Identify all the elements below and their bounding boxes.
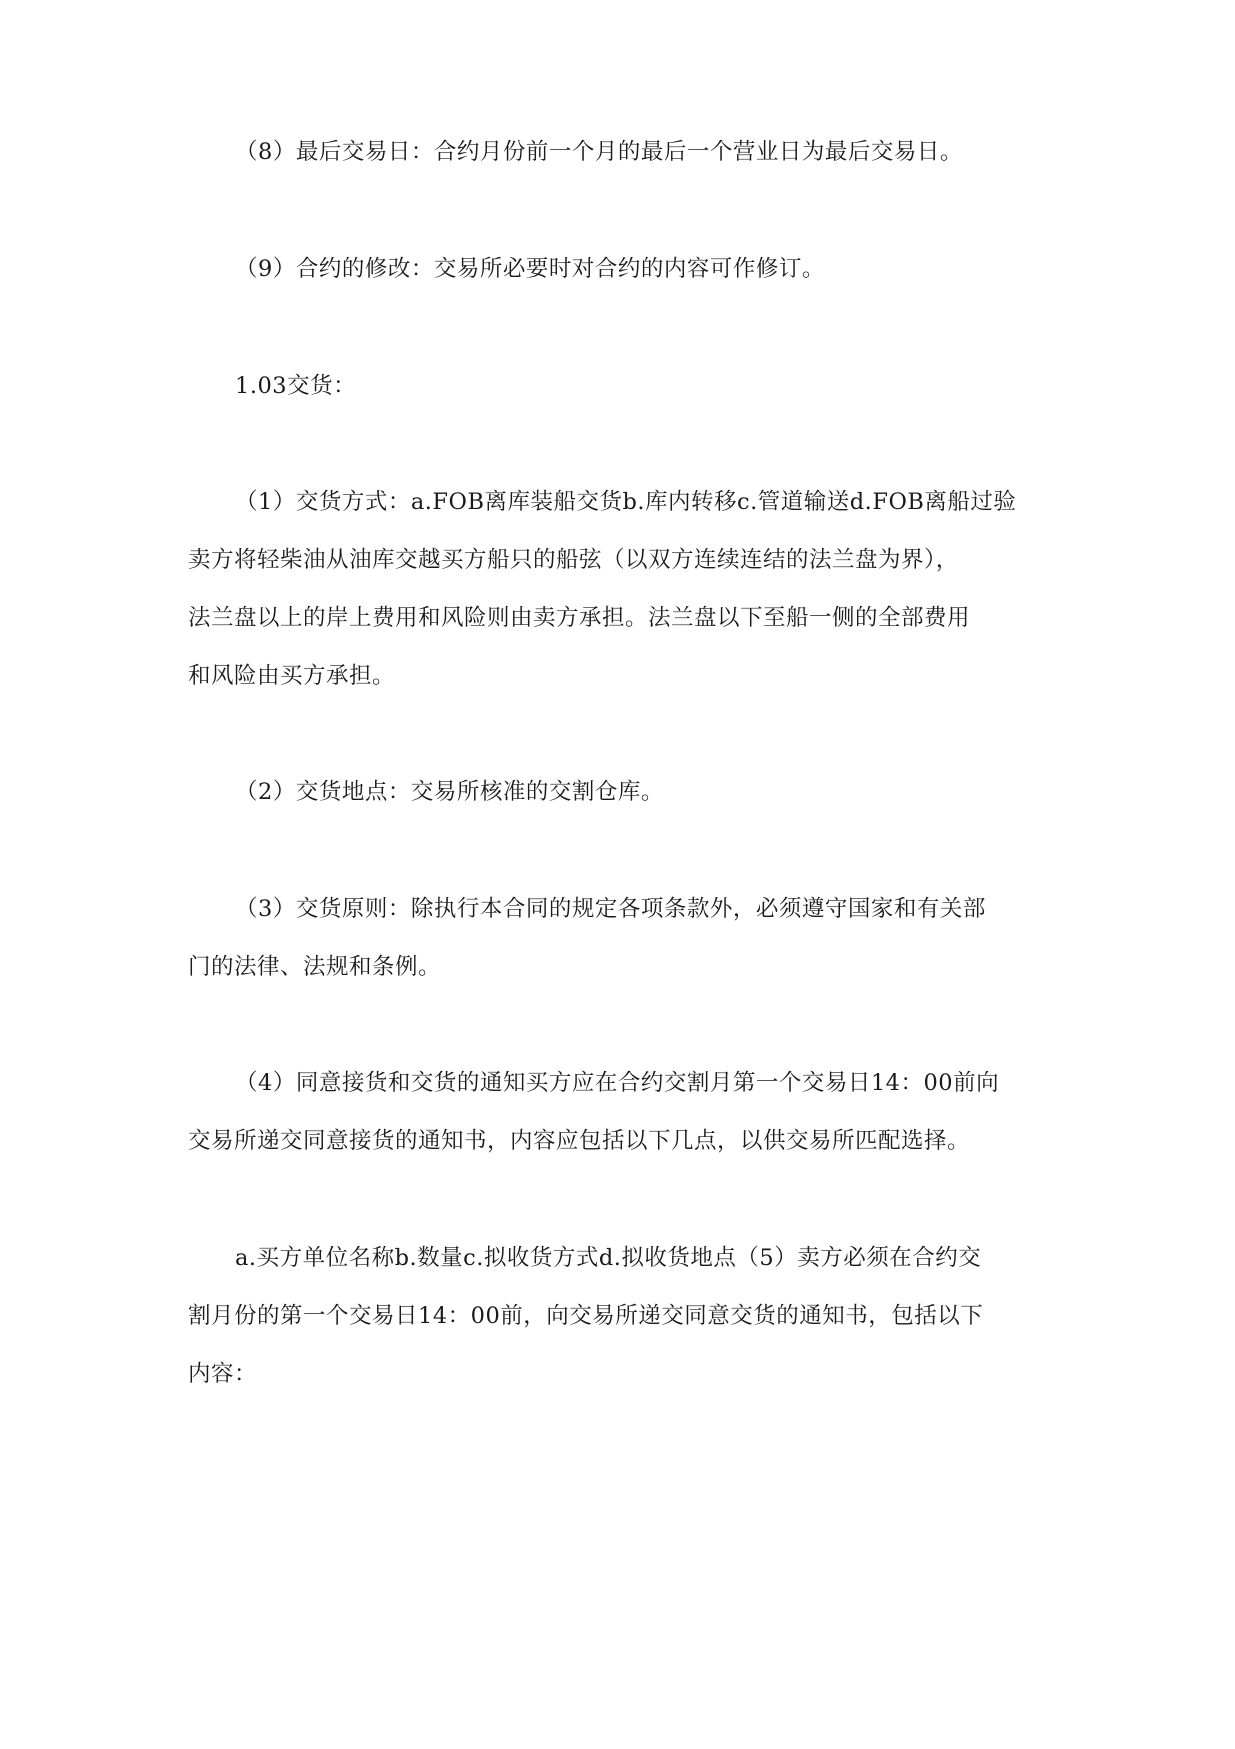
paragraph-delivery-method-line2: 卖方将轻柴油从油库交越买方船只的船弦（以双方连续连结的法兰盘为界）， (188, 547, 959, 573)
section-heading-delivery: 1.03交货： (235, 373, 357, 399)
paragraph-last-trading-day: （8）最后交易日：合约月份前一个月的最后一个营业日为最后交易日。 (235, 139, 963, 165)
paragraph-delivery-notice-line2: 交易所递交同意接货的通知书，内容应包括以下几点，以供交易所匹配选择。 (188, 1128, 971, 1154)
paragraph-buyer-items-line3: 内容： (188, 1361, 258, 1387)
paragraph-buyer-items-line1: a.买方单位名称b.数量c.拟收货方式d.拟收货地点（5）卖方必须在合约交 (235, 1245, 982, 1271)
paragraph-delivery-location: （2）交货地点：交易所核准的交割仓库。 (235, 779, 664, 805)
paragraph-delivery-method-line1: （1）交货方式：a.FOB离库装船交货b.库内转移c.管道输送d.FOB离船过验 (235, 489, 1017, 515)
paragraph-delivery-principle-line2: 门的法律、法规和条例。 (188, 954, 442, 980)
paragraph-contract-modification: （9）合约的修改：交易所必要时对合约的内容可作修订。 (235, 256, 825, 282)
paragraph-delivery-method-line4: 和风险由买方承担。 (188, 663, 396, 689)
paragraph-delivery-principle-line1: （3）交货原则：除执行本合同的规定各项条款外，必须遵守国家和有关部 (235, 896, 986, 922)
paragraph-delivery-method-line3: 法兰盘以上的岸上费用和风险则由卖方承担。法兰盘以下至船一侧的全部费用 (188, 605, 971, 631)
paragraph-buyer-items-line2: 割月份的第一个交易日14：00前，向交易所递交同意交货的通知书，包括以下 (188, 1303, 984, 1329)
paragraph-delivery-notice-line1: （4）同意接货和交货的通知买方应在合约交割月第一个交易日14：00前向 (235, 1070, 1000, 1096)
